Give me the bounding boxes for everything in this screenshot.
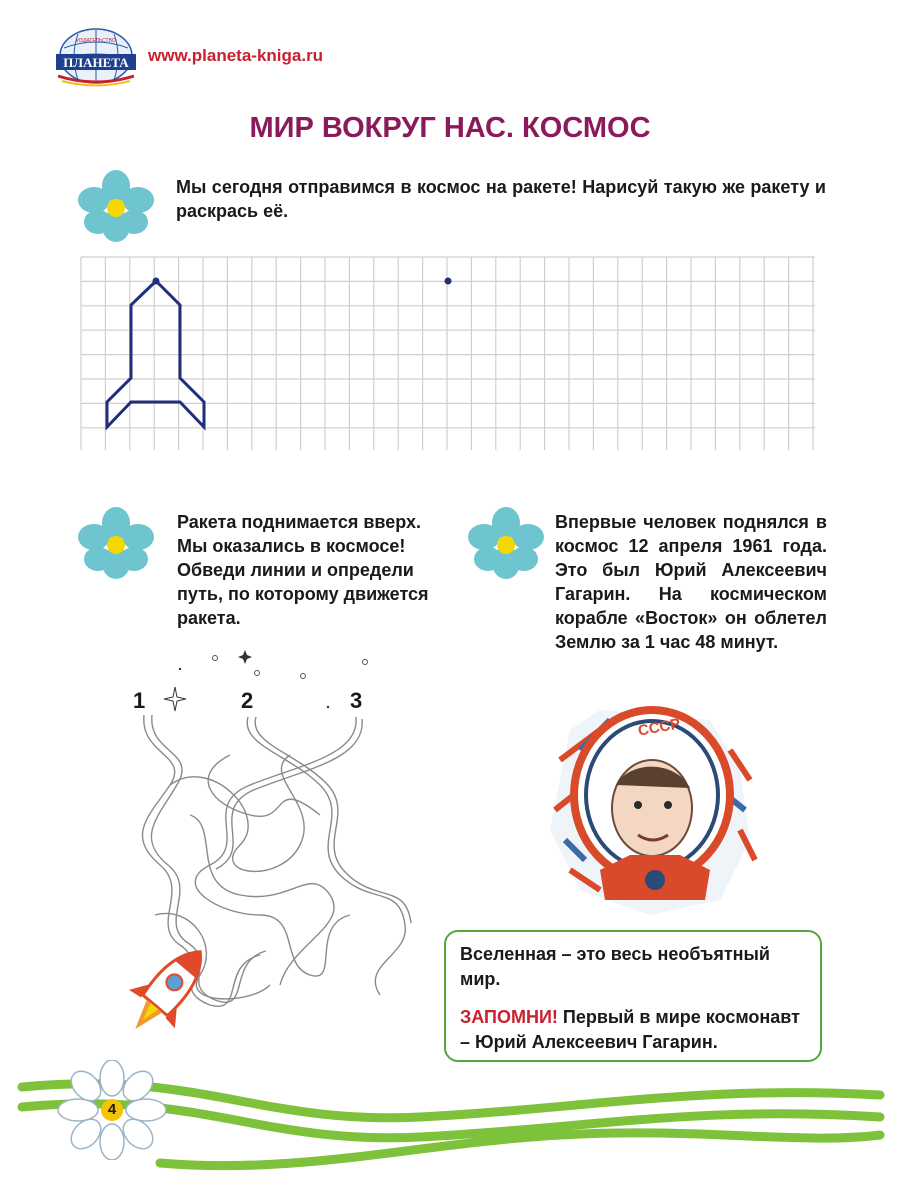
task2-text: Ракета поднимается вверх. Мы оказались в космосе! Обведи линии и определи путь, по которому движется ракета. [177,512,429,628]
task3-text: Впервые человек поднялся в космос 12 апреля 1961 года. Это был Юрий Алексеевич Гагарин. На космическом корабле «Восток» он облетел Землю за 1 час 48 минут. [555,512,827,652]
flower-icon [76,168,156,244]
logo-small-text: ИЗДАТЕЛЬСТВО [76,38,116,44]
maze-label-3: 3 [350,688,363,713]
task1-text: Мы сегодня отправимся в космос на ракете! Нарисуй такую же ракету и раскрась её. [176,177,826,221]
flower-icon [76,505,156,581]
page-number: 4 [101,1099,123,1121]
flower-icon [466,505,546,581]
stars-decoration [160,645,380,715]
maze-label-1: 1 [133,688,146,713]
remember-label: ЗАПОМНИ! [460,1007,558,1027]
remember-note [444,930,822,1062]
site-link[interactable]: www.planeta-kniga.ru [148,46,324,65]
drawing-grid[interactable] [80,256,817,452]
planeta-logo [50,26,142,90]
page-title: МИР ВОКРУГ НАС. КОСМОС [249,112,651,144]
note-line2: Первый в мире космонавт – Юрий Алексеевич Гагарин. [460,1007,800,1052]
helmet-text: СССР [636,715,682,740]
sample-start-dot [153,278,160,285]
note-line1: Вселенная – это весь необъятный мир. [460,944,770,989]
maze-label-2: 2 [241,688,254,713]
logo-text: ПЛАНЕТА [63,55,129,70]
rocket-icon [118,935,218,1050]
gagarin-portrait [540,690,760,918]
drawing-start-dot [445,278,452,285]
